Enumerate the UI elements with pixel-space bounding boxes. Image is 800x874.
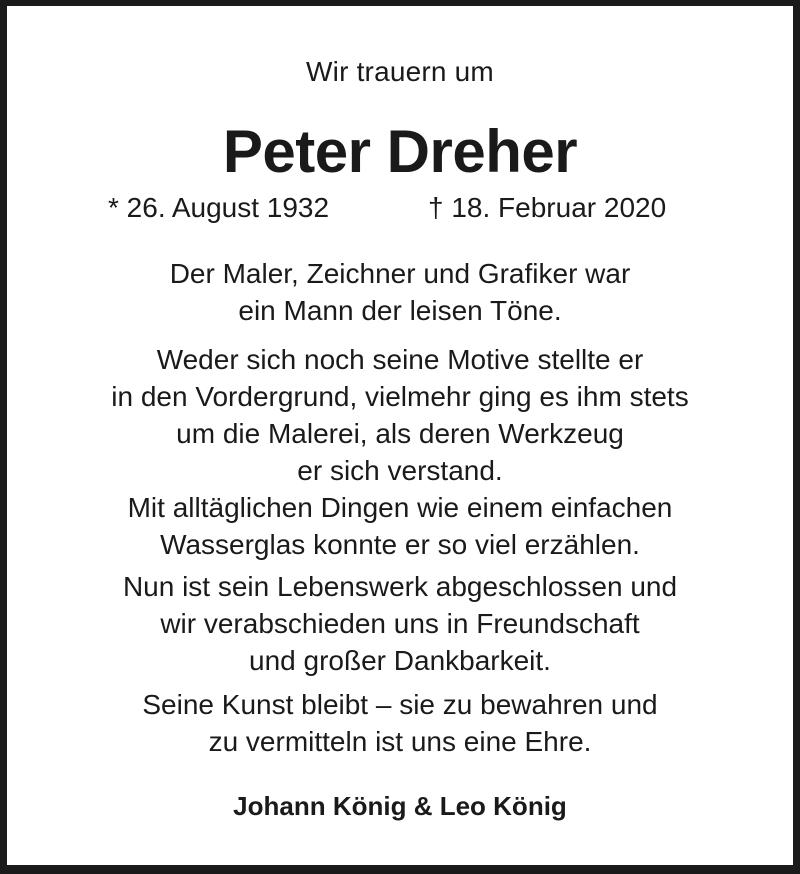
intro-text: Wir trauern um	[306, 56, 494, 87]
paragraph-4	[7, 686, 793, 760]
paragraph-3	[7, 568, 793, 679]
paragraph-line: in den Vordergrund, vielmehr ging es ihm stets	[111, 381, 689, 412]
paragraph-1	[7, 255, 793, 329]
obituary-notice	[7, 6, 793, 865]
paragraph-line: zu vermitteln ist uns eine Ehre.	[208, 726, 592, 757]
paragraph-line: Wasserglas konnte er so viel erzählen.	[160, 529, 640, 560]
paragraph-line: Der Maler, Zeichner und Grafiker war	[169, 258, 631, 289]
paragraph-line: um die Malerei, als deren Werkzeug	[176, 418, 624, 449]
birth-date: * 26. August 1932	[108, 192, 330, 223]
paragraph-line: Mit alltäglichen Dingen wie einem einfachen	[127, 492, 673, 523]
life-dates	[7, 190, 793, 226]
paragraph-line: und großer Dankbarkeit.	[249, 645, 551, 676]
deceased-name: Peter Dreher	[222, 118, 578, 185]
paragraph-line: er sich verstand.	[297, 455, 503, 486]
paragraph-line: ein Mann der leisen Töne.	[238, 295, 562, 326]
paragraph-line: Weder sich noch seine Motive stellte er	[156, 344, 644, 375]
signature: Johann König & Leo König	[233, 791, 567, 821]
paragraph-line: Nun ist sein Lebenswerk abgeschlossen und	[122, 571, 678, 602]
paragraph-line: wir verabschieden uns in Freundschaft	[160, 608, 640, 639]
death-date: † 18. Februar 2020	[428, 192, 667, 223]
paragraph-2	[7, 341, 793, 563]
paragraph-line: Seine Kunst bleibt – sie zu bewahren und	[142, 689, 658, 720]
